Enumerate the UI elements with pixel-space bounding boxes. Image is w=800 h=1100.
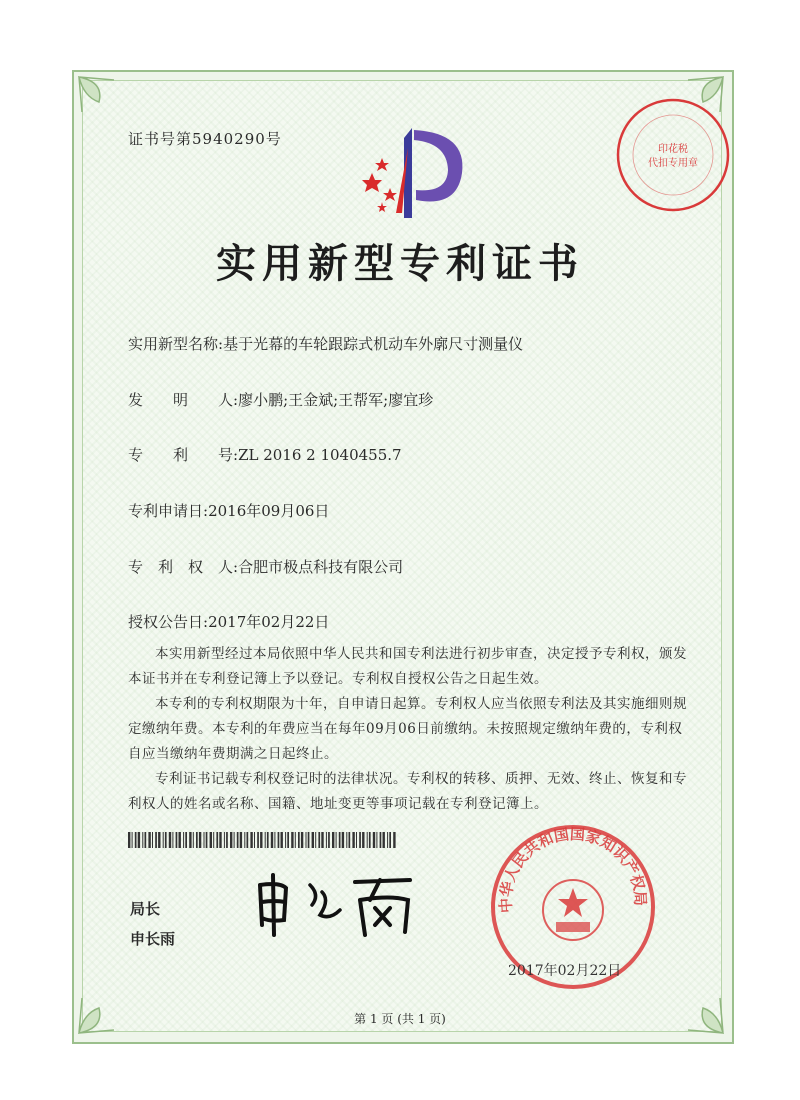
corner-ornament-icon	[74, 72, 134, 132]
certificate-number: 证书号第5940290号	[128, 130, 282, 148]
body-paragraph: 专利证书记载专利权登记时的法律状况。专利权的转移、质押、无效、终止、恢复和专利权人的姓名或名称、国籍、地址变更等事项记载在专利登记簿上。	[128, 771, 687, 812]
field-label: 发 明 人:	[128, 391, 239, 409]
filing-date-row	[128, 500, 329, 521]
body-paragraph: 本专利的专利权期限为十年，自申请日起算。专利权人应当依照专利法及其实施细则规定缴纳年费。本专利的年费应当在每年09月06日前缴纳。未按照规定缴纳年费的，专利权自应当缴纳年费期满之日起终止。	[128, 696, 687, 762]
field-label: 专利申请日:	[128, 502, 209, 520]
sipo-logo-icon	[352, 118, 472, 228]
svg-text:印花税: 印花税	[658, 144, 688, 155]
field-value: 基于光幕的车轮跟踪式机动车外廓尺寸测量仪	[223, 335, 524, 353]
certificate-title: 实用新型专利证书	[216, 241, 584, 287]
field-value: 合肥市极点科技有限公司	[238, 558, 404, 576]
field-label: 授权公告日:	[128, 613, 209, 631]
certificate-body-text	[128, 642, 688, 817]
utility-model-name-row	[128, 333, 523, 354]
corner-ornament-icon	[668, 978, 728, 1038]
svg-text:代扣专用章: 代扣专用章	[648, 158, 698, 169]
field-value: 廖小鹏;王金斌;王帮军;廖宜珍	[238, 391, 434, 409]
signatory-name: 申长雨	[130, 930, 176, 948]
page-number: 第 1 页 (共 1 页)	[354, 1012, 446, 1026]
agency-seal-icon	[614, 96, 732, 214]
patentee-row	[128, 556, 403, 577]
barcode-icon	[128, 832, 398, 848]
field-value: ZL 2016 2 1040455.7	[238, 446, 402, 464]
handwritten-signature-icon	[250, 870, 420, 940]
field-value: 2016年09月06日	[208, 502, 330, 520]
signatory-title: 局长	[130, 900, 161, 918]
patent-number-row	[128, 444, 402, 465]
issue-date: 2017年02月22日	[508, 963, 622, 979]
field-label: 专 利 权 人:	[128, 558, 239, 576]
grant-date-row	[128, 611, 329, 632]
inventor-row	[128, 389, 433, 410]
field-label: 实用新型名称:	[128, 335, 224, 353]
corner-ornament-icon	[74, 978, 134, 1038]
body-paragraph: 本实用新型经过本局依照中华人民共和国专利法进行初步审查，决定授予专利权，颁发本证书并在专利登记簿上予以登记。专利权自授权公告之日起生效。	[128, 646, 687, 687]
field-value: 2017年02月22日	[208, 613, 330, 631]
svg-text:中华人民共和国国家知识产权局: 中华人民共和国国家知识产权局	[496, 825, 650, 914]
field-label: 专 利 号:	[128, 446, 239, 464]
